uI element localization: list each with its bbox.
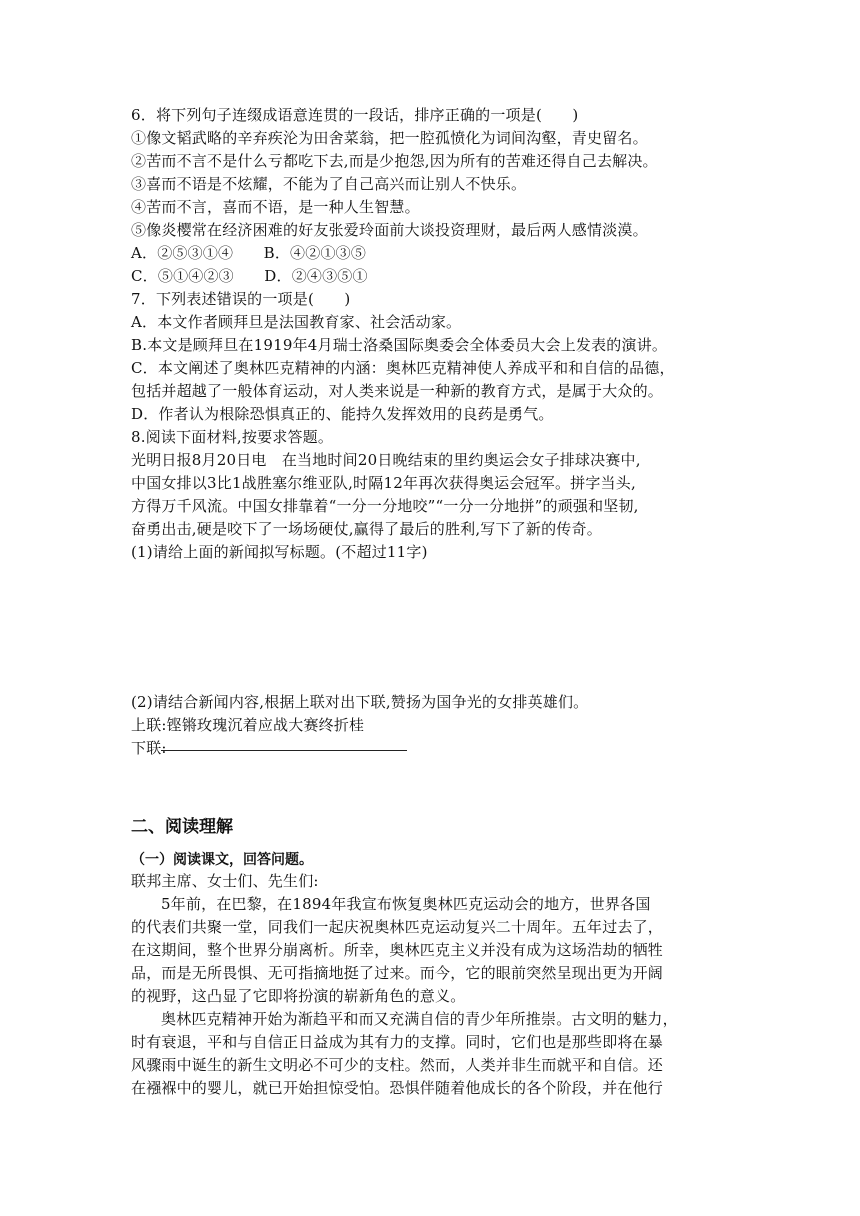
q7-option-a: A．本文作者顾拜旦是法国教育家、社会活动家。 (131, 313, 462, 331)
q8-lower-couplet-label: 下联: (131, 739, 167, 757)
para2-line: 奥林匹克精神开始为渐趋平和而又充满自信的青少年所推崇。古文明的魅力， (161, 1010, 678, 1028)
answer-blank-line (161, 750, 407, 751)
q6-sentence-4: ④苦而不言，喜而不语，是一种人生智慧。 (131, 198, 420, 216)
question-6-stem: 6．将下列句子连缀成语意连贯的一段话，排序正确的一项是( ) (131, 106, 579, 124)
q7-option-b: B.本文是顾拜旦在1919年4月瑞士洛桑国际奥委会全体委员大会上发表的演讲。 (131, 336, 668, 354)
section-title: 二、阅读理解 (131, 817, 233, 837)
q8-upper-couplet: 上联:铿锵玫瑰沉着应战大赛终折桂 (131, 716, 365, 734)
para2-line: 时有衰退，平和与自信正日益成为其有力的支撑。同时，它们也是那些即将在暴 (131, 1033, 664, 1051)
q6-sentence-3: ③喜而不语是不炫耀，不能为了自己高兴而让别人不快乐。 (131, 175, 527, 193)
q6-sentence-1: ①像文韬武略的辛弃疾沦为田舍菜翁，把一腔孤愤化为词间沟壑，青史留名。 (131, 129, 648, 147)
q8-material-line4: 奋勇出击,硬是咬下了一场场硬仗,赢得了最后的胜利,写下了新的传奇。 (131, 520, 602, 538)
q6-options-cd: C．⑤①④②③ D．②④③⑤① (131, 267, 368, 285)
q8-subquestion-1: (1)请给上面的新闻拟写标题。(不超过11字) (131, 543, 428, 561)
q7-option-d: D．作者认为根除恐惧真正的、能持久发挥效用的良药是勇气。 (131, 405, 554, 423)
question-7-stem: 7．下列表述错误的一项是( ) (131, 290, 351, 308)
q6-sentence-2: ②苦而不言不是什么亏都吃下去,而是少抱怨,因为所有的苦难还得自己去解决。 (131, 152, 658, 170)
q6-options-ab: A．②⑤③①④ B．④②①③⑤ (131, 244, 367, 262)
q8-material-line2: 中国女排以3比1战胜塞尔维亚队,时隔12年再次获得奥运会冠军。拼字当头, (131, 474, 636, 492)
para1-line: 的视野，这凸显了它即将扮演的崭新角色的意义。 (131, 987, 466, 1005)
q8-subquestion-2: (2)请结合新闻内容,根据上联对出下联,赞扬为国争光的女排英雄们。 (131, 693, 589, 711)
para1-line: 品，而是无所畏惧、无可指摘地挺了过来。而今，它的眼前突然呈现出更为开阔 (131, 964, 664, 982)
q6-sentence-5: ⑤像炎樱常在经济困难的好友张爱玲面前大谈投资理财，最后两人感情淡漠。 (131, 221, 648, 239)
q7-option-c-line1: C．本文阐述了奥林匹克精神的内涵：奥林匹克精神使人养成平和和自信的品德， (131, 359, 675, 377)
para2-line: 风骤雨中诞生的新生文明必不可少的支柱。然而，人类并非生而就平和自信。还 (131, 1056, 664, 1074)
para1-line: 在这期间，整个世界分崩离析。所幸，奥林匹克主义并没有成为这场浩劫的牺牲 (131, 941, 664, 959)
section-subtitle: （一）阅读课文，回答问题。 (131, 852, 313, 868)
q8-material-line1: 光明日报8月20日电 在当地时间20日晚结束的里约奥运会女子排球决赛中, (131, 451, 641, 469)
para1-line: 的代表们共聚一堂，同我们一起庆祝奥林匹克运动复兴二十周年。五年过去了， (131, 918, 664, 936)
para2-line: 在襁褓中的婴儿，就已开始担惊受怕。恐惧伴随着他成长的各个阶段，并在他行 (131, 1079, 664, 1097)
q8-material-line3: 方得万千风流。中国女排靠着“一分一分地咬”“一分一分地拼”的顽强和坚韧, (131, 497, 639, 515)
speech-salutation: 联邦主席、女士们、先生们: (131, 872, 319, 890)
q7-option-c-line2: 包括并超越了一般体育运动，对人类来说是一种新的教育方式，是属于大众的。 (131, 382, 664, 400)
para1-line: 5年前，在巴黎，在1894年我宣布恢复奥林匹克运动会的地方，世界各国 (161, 895, 651, 913)
question-8-stem: 8.阅读下面材料,按要求答题。 (131, 428, 334, 446)
